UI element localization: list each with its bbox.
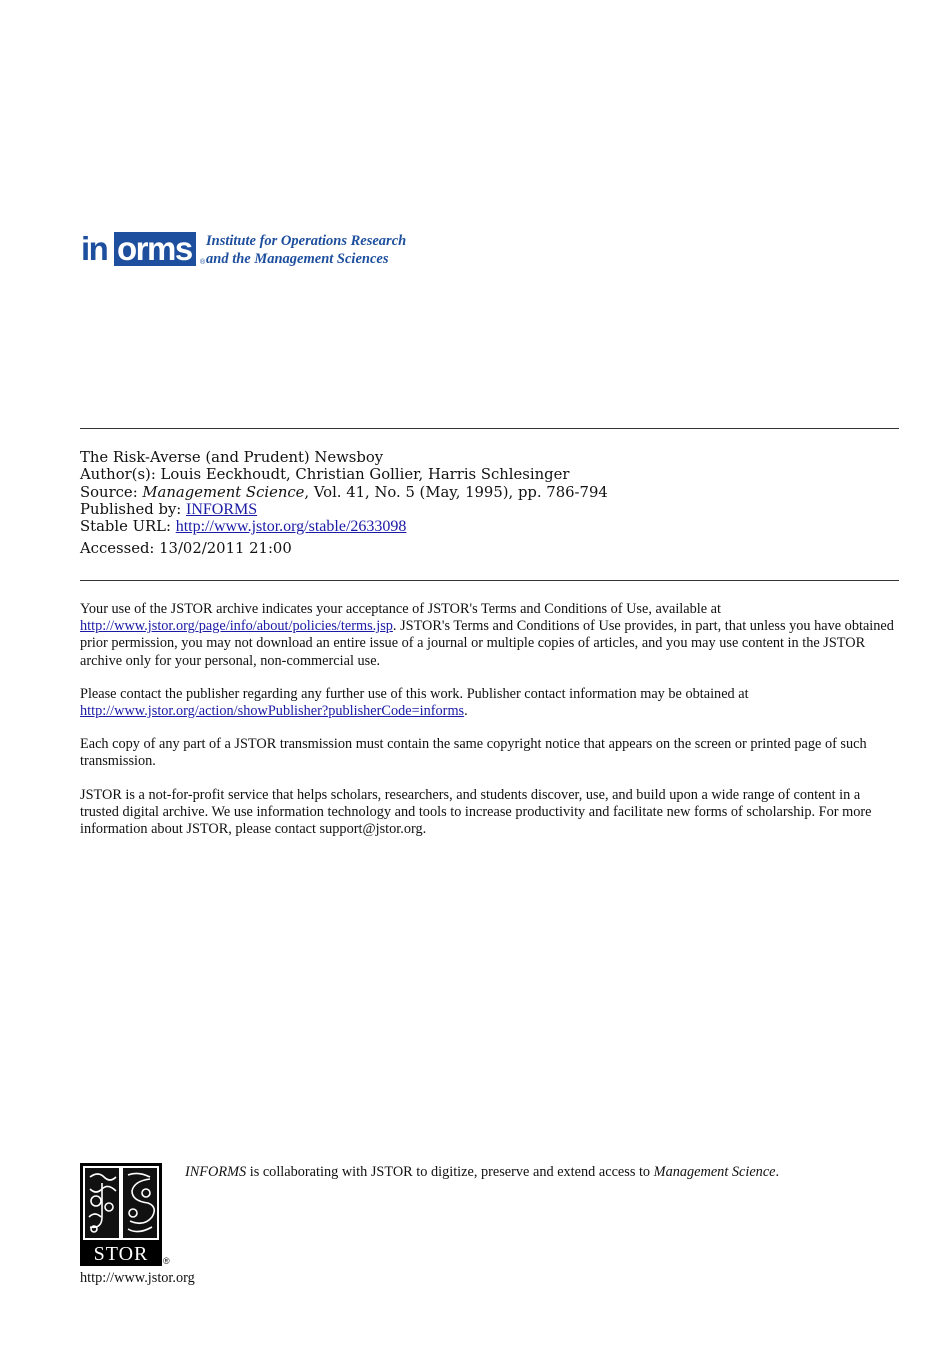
jstor-logo-icon	[80, 1163, 162, 1266]
logo-in-text: in	[81, 230, 108, 267]
informs-logo-mark	[81, 232, 197, 266]
stable-url-label: Stable URL:	[80, 518, 171, 536]
terms-paragraph-2	[80, 686, 895, 720]
collab-journal: Management Science	[653, 1164, 776, 1180]
bottom-divider	[80, 580, 899, 581]
article-title: The Risk-Averse (and Prudent) Newsboy	[80, 449, 384, 466]
accessed-line: Accessed: 13/02/2011 21:00	[80, 540, 292, 558]
stable-url-link[interactable]: http://www.jstor.org/stable/2633098	[175, 518, 407, 536]
tagline-line-1: Institute for Operations Research	[206, 233, 407, 249]
stable-url-line	[80, 518, 608, 535]
citation-block	[80, 449, 608, 558]
source-details: , Vol. 41, No. 5 (May, 1995), pp. 786-794	[304, 483, 608, 501]
terms-paragraph-1	[80, 601, 895, 670]
terms-p2-text-b: .	[464, 703, 468, 720]
journal-name: Management Science	[142, 483, 305, 501]
logo-registered-mark: ®	[200, 259, 206, 266]
terms-p1-text-b: . JSTOR's Terms and Conditions of Use provides, in part, that unless you have obtained prior permission, you may not download an entire issue of a journal or multiple copies of articles, and you may use content in the JSTOR archive only for your personal, non-commercial use.	[80, 618, 894, 669]
collaboration-note	[185, 1164, 779, 1181]
source-line	[80, 484, 608, 501]
publisher-contact-link[interactable]: http://www.jstor.org/action/showPublisher?publisherCode=informs	[80, 703, 465, 720]
logo-orms-text: orms	[114, 232, 196, 266]
terms-paragraph-3: Each copy of any part of a JSTOR transmission must contain the same copyright notice that appears on the screen or printed page of such transmission.	[80, 736, 867, 770]
source-label: Source:	[80, 483, 138, 501]
top-divider	[80, 428, 899, 429]
jstor-registered-mark: ®	[163, 1256, 170, 1266]
authors-line	[80, 466, 608, 483]
terms-p1-text-a: Your use of the JSTOR archive indicates your acceptance of JSTOR's Terms and Conditions of Use, available at	[80, 601, 721, 617]
published-label: Published by:	[80, 500, 182, 518]
collab-text: is collaborating with JSTOR to digitize, preserve and extend access to	[246, 1164, 654, 1180]
authors-names: Louis Eeckhoudt, Christian Gollier, Harris Schlesinger	[160, 466, 570, 484]
terms-link[interactable]: http://www.jstor.org/page/info/about/policies/terms.jsp	[80, 618, 393, 635]
collab-end: .	[775, 1164, 780, 1180]
collab-org: INFORMS	[185, 1164, 247, 1180]
informs-tagline	[206, 232, 446, 268]
terms-paragraph-4: JSTOR is a not-for-profit service that helps scholars, researchers, and students discover, use, and build upon a wide range of content in a trusted digital archive. We use information technology and tools to increase productivity and facilitate new forms of scholarship. For more information about JSTOR, please contact support@jstor.org.	[80, 786, 872, 838]
jstor-url-text: http://www.jstor.org	[80, 1270, 195, 1286]
terms-p2-text-a: Please contact the publisher regarding any further use of this work. Publisher contact information may be obtained at	[80, 685, 749, 702]
jstor-wordmark: STOR	[93, 1243, 149, 1265]
publisher-line	[80, 501, 608, 518]
terms-notice	[80, 601, 895, 854]
tagline-line-2: and the Management Sciences	[206, 251, 389, 267]
publisher-link[interactable]: INFORMS	[186, 500, 258, 518]
authors-label: Author(s):	[80, 466, 156, 484]
